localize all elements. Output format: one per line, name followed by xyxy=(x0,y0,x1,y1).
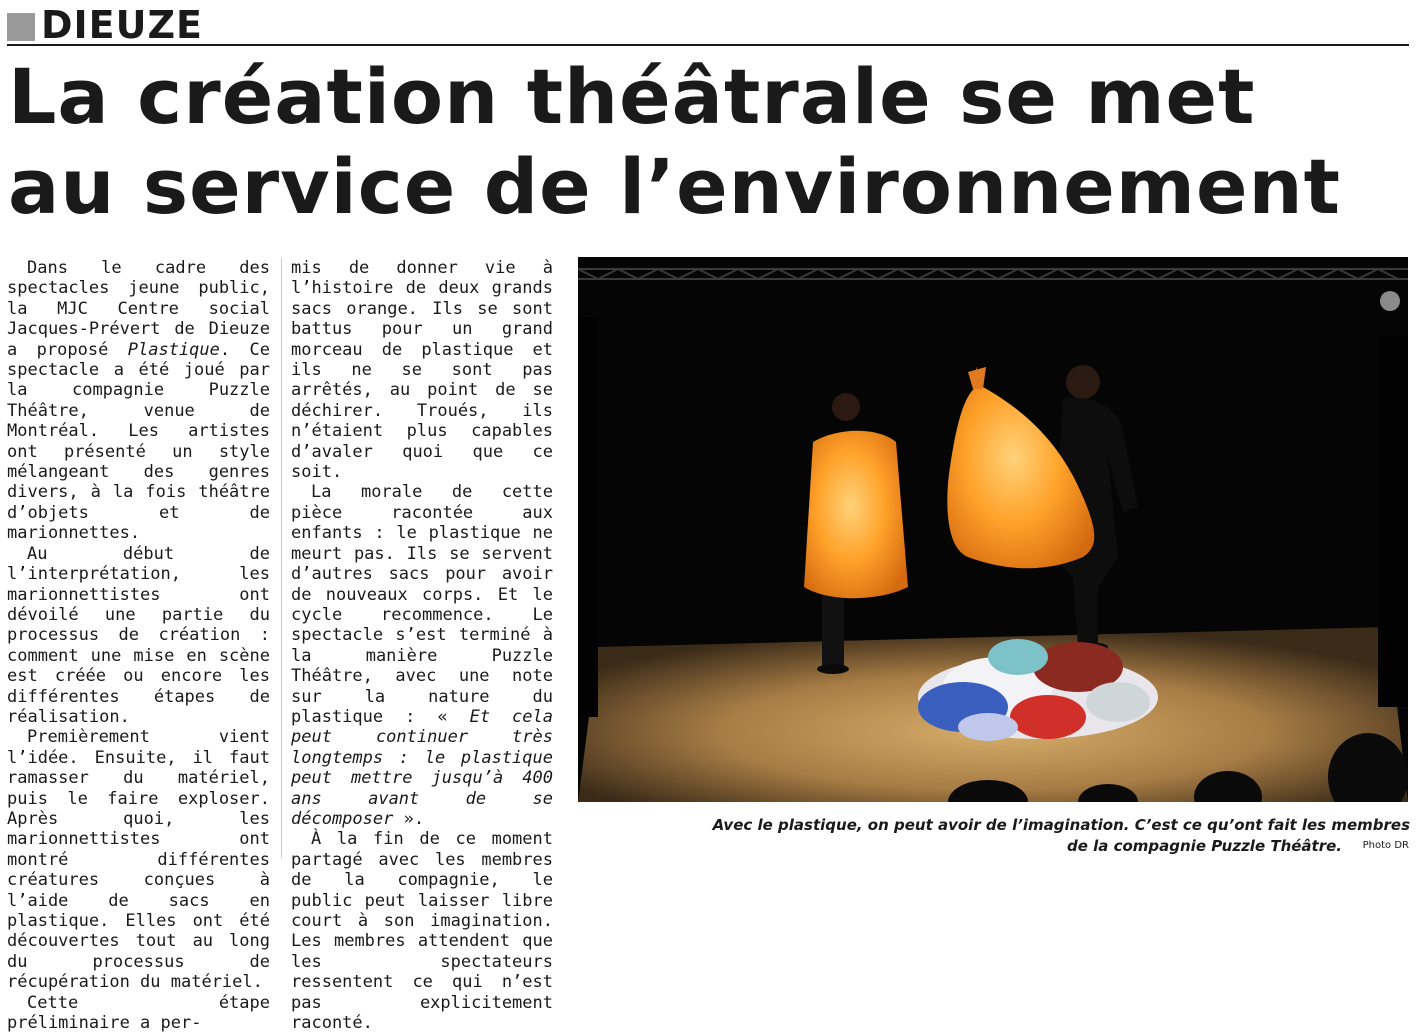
article-paragraph-1 xyxy=(7,258,270,544)
photo-caption xyxy=(578,815,1410,857)
headline-line-1: La création théâtrale se met xyxy=(8,52,1256,141)
article-column-1 xyxy=(7,258,270,1033)
photo-credit: Photo DR xyxy=(1362,840,1409,851)
article-paragraph-4-start: Cette étape préliminaire a per- xyxy=(7,992,270,1033)
paragraph-text: Dans le cadre des spectacles jeune public, la MJC Centre social Jacques-Prévert de Dieuze a proposé xyxy=(7,258,270,360)
article-paragraph-5 xyxy=(291,482,553,829)
left-orange-bag xyxy=(804,431,908,599)
rubric-square-icon xyxy=(7,13,35,41)
stage-light-icon xyxy=(1380,291,1400,311)
headline-line-2: au service de l’environnement xyxy=(8,142,1341,231)
article-paragraph-2: Au début de l’interprétation, les marionnettistes ont dévoilé une partie du processus de création : comment une mise en scène est créée ou encore les différentes étapes de réalisation. xyxy=(7,543,270,727)
article-paragraph-4-end: mis de donner vie à l’histoire de deux grands sacs orange. Ils se sont battus pour un grand morceau de plastique et ils ne se sont pas arrêtés, au point de se déchirer. Troués, ils n’étaient plus capables d’avaler quoi que ce soit. xyxy=(291,258,553,483)
paragraph-text: La morale de cette pièce racontée aux enfants : le plastique ne meurt pas. Ils se servent d’autres sacs pour avoir de nouveaux corps. Et le cycle recommence. Le spectacle s’est terminé à la manière Puzzle Théâtre, avec une note sur la nature du plastique : « xyxy=(291,482,553,727)
caption-line-2: de la compagnie Puzzle Théâtre. xyxy=(1066,837,1342,855)
left-curtain xyxy=(578,317,598,717)
headline xyxy=(8,52,1408,232)
right-curtain xyxy=(1378,337,1408,707)
show-title: Plastique xyxy=(127,339,220,360)
article-photo xyxy=(578,257,1408,802)
caption-line-1: Avec le plastique, on peut avoir de l’imagination. C’est ce qu’ont fait les membres xyxy=(712,816,1410,834)
quote-text: Et cela peut continuer très longtemps : le plastique peut mettre jusqu’à 400 ans avant de se décomposer xyxy=(291,706,553,829)
article-paragraph-6: À la fin de ce moment partagé avec les membres de la compagnie, le public peut laisser libre court à son imagination. Les membres attendent que les spectateurs ressentent ce qui n’est pas explicitement raconté. xyxy=(291,829,553,1033)
section-rubric xyxy=(7,4,1409,46)
stage-scene-illustration xyxy=(578,257,1408,802)
paragraph-text: . Ce spectacle a été joué par la compagnie Puzzle Théâtre, venue de Montréal. Les artistes ont présenté un style mélangeant des genres divers, à la fois théâtre d’objets et de marionnettes. xyxy=(7,339,270,544)
column-divider xyxy=(281,258,282,858)
section-label: DIEUZE xyxy=(41,3,204,47)
article-column-2 xyxy=(291,258,553,1033)
paragraph-text: ». xyxy=(393,808,425,829)
article-paragraph-3: Premièrement vient l’idée. Ensuite, il faut ramasser du matériel, puis le faire exploser. Après quoi, les marionnettistes ont montré différentes créatures conçues à l’aide de sacs en plastique. Elles ont été découvertes tout au long du processus de récupération du matériel. xyxy=(7,727,270,993)
